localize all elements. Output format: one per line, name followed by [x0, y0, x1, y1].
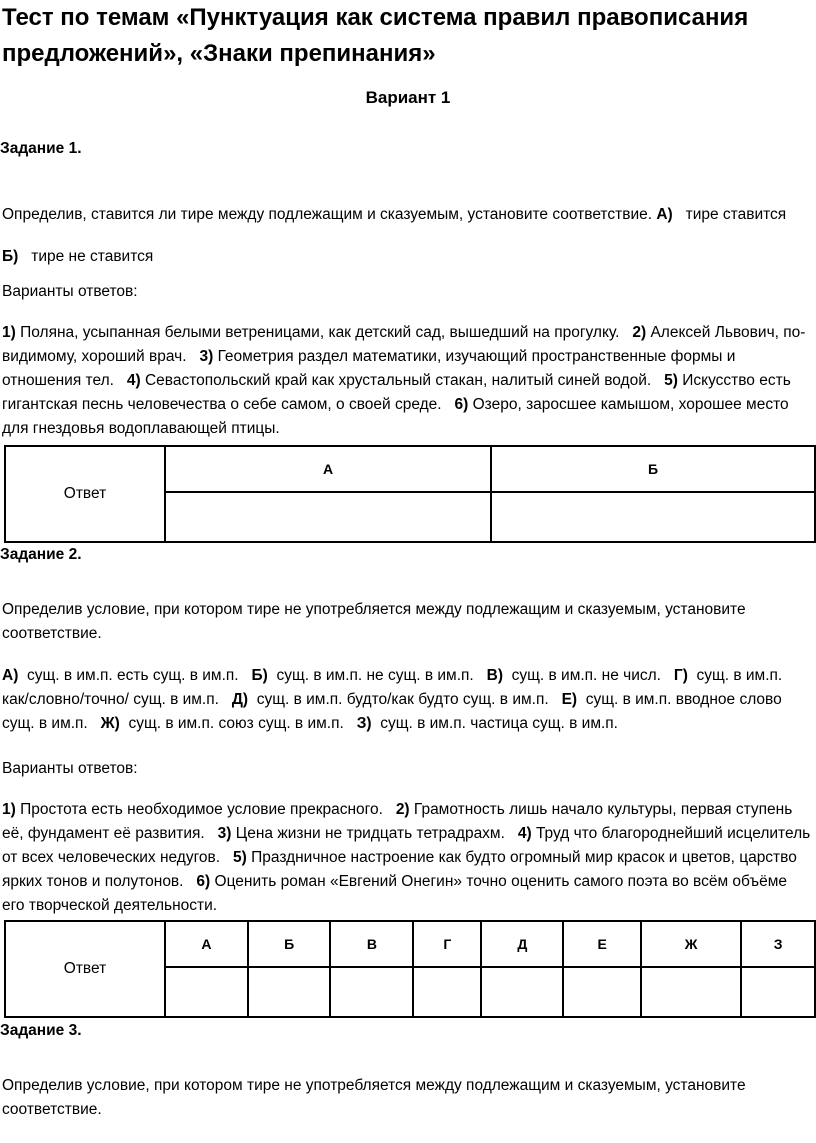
- condition-mark: Б): [251, 667, 268, 684]
- variant-heading: Вариант 1: [365, 88, 451, 107]
- answer-column-header: Ж: [641, 921, 741, 967]
- answer-column-header: Д: [481, 921, 563, 967]
- answer-cell[interactable]: [481, 967, 563, 1017]
- condition-text: сущ. в им.п. союз сущ. в им.п.: [128, 715, 344, 732]
- task1-items: [2, 321, 812, 441]
- condition-text: сущ. в им.п. будто/как будто сущ. в им.п.: [256, 691, 549, 708]
- task2-item-num: 1): [2, 801, 16, 818]
- task3-instruction: Определив условие, при котором тире не употребляется между подлежащим и сказуемым, установите соответствие.: [2, 1077, 746, 1118]
- condition-text: сущ. в им.п. не сущ. в им.п.: [276, 667, 474, 684]
- task1-option-a-text: тире ставится: [685, 206, 787, 223]
- answer-column-header: А: [165, 446, 491, 492]
- condition-text: сущ. в им.п. вводное слово сущ. в им.п.: [2, 691, 782, 732]
- task1-item-text: Искусство есть гигантская песнь человечества о себе самом, о своей среде.: [2, 372, 791, 413]
- task2-heading: Задание 2.: [0, 546, 82, 563]
- condition-mark: Ж): [100, 715, 120, 732]
- answer-cell-a[interactable]: [165, 492, 491, 542]
- answer-column-header: Г: [413, 921, 481, 967]
- answer-cell[interactable]: [165, 967, 248, 1017]
- task1-item-num: 1): [2, 324, 16, 341]
- answer-column-header: Е: [563, 921, 641, 967]
- task1-item-text: Геометрия раздел математики, изучающий пространственные формы и отношения тел.: [2, 348, 736, 389]
- task2-answers-label: Варианты ответов:: [2, 760, 138, 777]
- condition-mark: Г): [673, 667, 688, 684]
- condition-mark: Д): [231, 691, 249, 708]
- task1-item-num: 6): [454, 396, 469, 413]
- task2-item-num: 5): [233, 849, 247, 866]
- task2-answer-table: [4, 920, 816, 1018]
- answer-label: Ответ: [5, 446, 165, 542]
- task1-item-text: Алексей Львович, по-видимому, хороший врач.: [2, 324, 806, 365]
- condition-text: сущ. в им.п. не числ.: [511, 667, 661, 684]
- task2-item-text: Оценить роман «Евгений Онегин» точно оценить самого поэта во всём объёме его творческой деятельности.: [2, 873, 788, 914]
- answer-column-header: А: [165, 921, 248, 967]
- task2-items: [2, 798, 812, 918]
- answer-cell[interactable]: [563, 967, 641, 1017]
- task1-item-text: Севастопольский край как хрустальный стакан, налитый синей водой.: [144, 372, 652, 389]
- task1-item-num: 3): [199, 348, 214, 365]
- answer-cell[interactable]: [248, 967, 331, 1017]
- task2-item-num: 4): [517, 825, 532, 842]
- answer-column-header: Б: [491, 446, 815, 492]
- task1-option-b-text: тире не ставится: [31, 248, 154, 265]
- task1-answer-table: [4, 445, 816, 543]
- task1-answers-label: Варианты ответов:: [2, 283, 138, 300]
- task2-conditions: [2, 664, 812, 736]
- task1-instruction: [2, 194, 812, 278]
- answer-label: Ответ: [5, 921, 165, 1017]
- condition-mark: З): [356, 715, 372, 732]
- task1-item-num: 5): [664, 372, 678, 389]
- condition-mark: А): [2, 667, 19, 684]
- answer-cell[interactable]: [330, 967, 413, 1017]
- task2-item-text: Простота есть необходимое условие прекрасного.: [20, 801, 383, 818]
- task1-heading: Задание 1.: [0, 140, 82, 157]
- answer-cell-b[interactable]: [491, 492, 815, 542]
- answer-cell[interactable]: [741, 967, 815, 1017]
- task3-heading: Задание 3.: [0, 1022, 82, 1039]
- answer-cell[interactable]: [413, 967, 481, 1017]
- answer-column-header: З: [741, 921, 815, 967]
- condition-mark: Е): [561, 691, 578, 708]
- task2-item-text: Праздничное настроение как будто огромный мир красок и цветов, царство ярких тонов и полутонов.: [2, 849, 797, 890]
- task1-item-num: 4): [126, 372, 141, 389]
- answer-column-header: Б: [248, 921, 331, 967]
- task1-item-text: Поляна, усыпанная белыми ветреницами, как детский сад, вышедший на прогулку.: [20, 324, 620, 341]
- condition-text: сущ. в им.п. как/словно/точно/ сущ. в им.п.: [2, 667, 783, 708]
- task1-item-num: 2): [632, 324, 647, 341]
- task1-instruction-text: Определив, ставится ли тире между подлежащим и сказуемым, установите соответствие.: [2, 206, 653, 223]
- task2-item-num: 3): [217, 825, 232, 842]
- answer-column-header: В: [330, 921, 413, 967]
- task2-item-num: 6): [196, 873, 211, 890]
- answer-cell[interactable]: [641, 967, 741, 1017]
- task1-option-a-mark: А): [656, 206, 673, 223]
- task1-item-text: Озеро, заросшее камышом, хорошее место для гнездовья водоплавающей птицы.: [2, 396, 789, 437]
- task2-item-text: Цена жизни не тридцать тетрадрахм.: [235, 825, 505, 842]
- task2-instruction: Определив условие, при котором тире не употребляется между подлежащим и сказуемым, установите соответствие.: [2, 601, 746, 642]
- task2-item-text: Труд что благороднейший исцелитель от всех человеческих недугов.: [2, 825, 811, 866]
- task2-item-num: 2): [395, 801, 410, 818]
- condition-mark: В): [486, 667, 503, 684]
- page-title: Тест по темам «Пунктуация как система правил правописания предложений», «Знаки препинания»: [2, 4, 749, 67]
- condition-text: сущ. в им.п. частица сущ. в им.п.: [380, 715, 618, 732]
- task2-item-text: Грамотность лишь начало культуры, первая ступень её, фундамент её развития.: [2, 801, 793, 842]
- condition-text: сущ. в им.п. есть сущ. в им.п.: [26, 667, 239, 684]
- task1-option-b-mark: Б): [2, 248, 19, 265]
